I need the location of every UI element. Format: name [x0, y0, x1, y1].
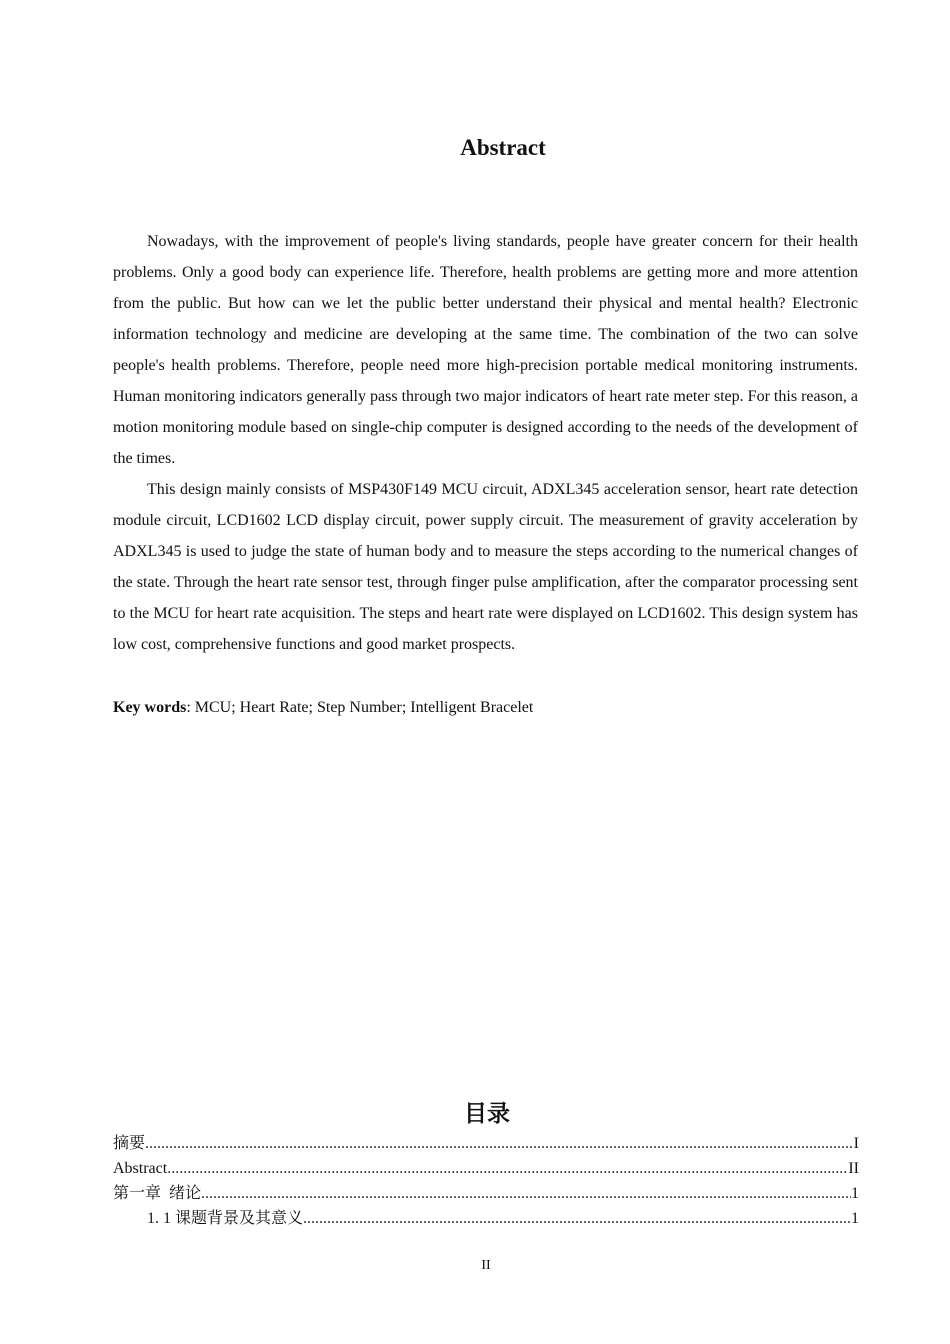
- toc-entry-page: II: [848, 1160, 859, 1177]
- toc-title: 目录: [464, 1101, 510, 1127]
- toc-entry-section-1-1[interactable]: [113, 1206, 859, 1231]
- page-number: II: [481, 1258, 491, 1273]
- table-of-contents: [113, 1131, 859, 1231]
- abstract-paragraph-1: Nowadays, with the improvement of people's living standards, people have greater concern for their health problems. Only a good body can experience life. Therefore, health problems are getting more and more attention from the public. But how can we let the public better understand their physical and mental health? Electronic information technology and medicine are developing at the same time. The combination of the two can solve people's health problems. Therefore, people need more high-precision portable medical monitoring instruments. Human monitoring indicators generally pass through two major indicators of heart rate meter step. For this reason, a motion monitoring module based on single-chip computer is designed according to the needs of the development of the times.: [113, 233, 858, 467]
- abstract-title: Abstract: [460, 135, 546, 160]
- toc-entry-label: 1. 1 课题背景及其意义: [147, 1210, 304, 1227]
- toc-entry-page: 1: [851, 1185, 859, 1202]
- toc-leader-dots: [167, 1156, 848, 1181]
- abstract-body: [113, 226, 858, 660]
- toc-entry-page: I: [853, 1135, 859, 1152]
- keywords-text: : MCU; Heart Rate; Step Number; Intelligent Bracelet: [186, 699, 534, 716]
- toc-entry-abstract-en[interactable]: [113, 1156, 859, 1181]
- toc-leader-dots: [145, 1131, 854, 1156]
- toc-entry-page: 1: [851, 1210, 859, 1227]
- toc-entry-label: 第一章 绪论: [113, 1185, 202, 1202]
- toc-entry-label: Abstract: [113, 1160, 168, 1177]
- toc-leader-dots: [201, 1181, 851, 1206]
- toc-entry-chapter-1[interactable]: [113, 1181, 859, 1206]
- toc-leader-dots: [303, 1206, 851, 1231]
- toc-entry-label: 摘要: [113, 1135, 146, 1152]
- toc-entry-abstract-cn[interactable]: [113, 1131, 859, 1156]
- keywords-label: Key words: [113, 699, 187, 716]
- keywords-line: [113, 697, 858, 719]
- abstract-paragraph-2: This design mainly consists of MSP430F149 MCU circuit, ADXL345 acceleration sensor, heart rate detection module circuit, LCD1602 LCD display circuit, power supply circuit. The measurement of gravity acceleration by ADXL345 is used to judge the state of human body and to measure the steps according to the numerical changes of the state. Through the heart rate sensor test, through finger pulse amplification, after the comparator processing sent to the MCU for heart rate acquisition. The steps and heart rate were displayed on LCD1602. This design system has low cost, comprehensive functions and good market prospects.: [113, 481, 858, 653]
